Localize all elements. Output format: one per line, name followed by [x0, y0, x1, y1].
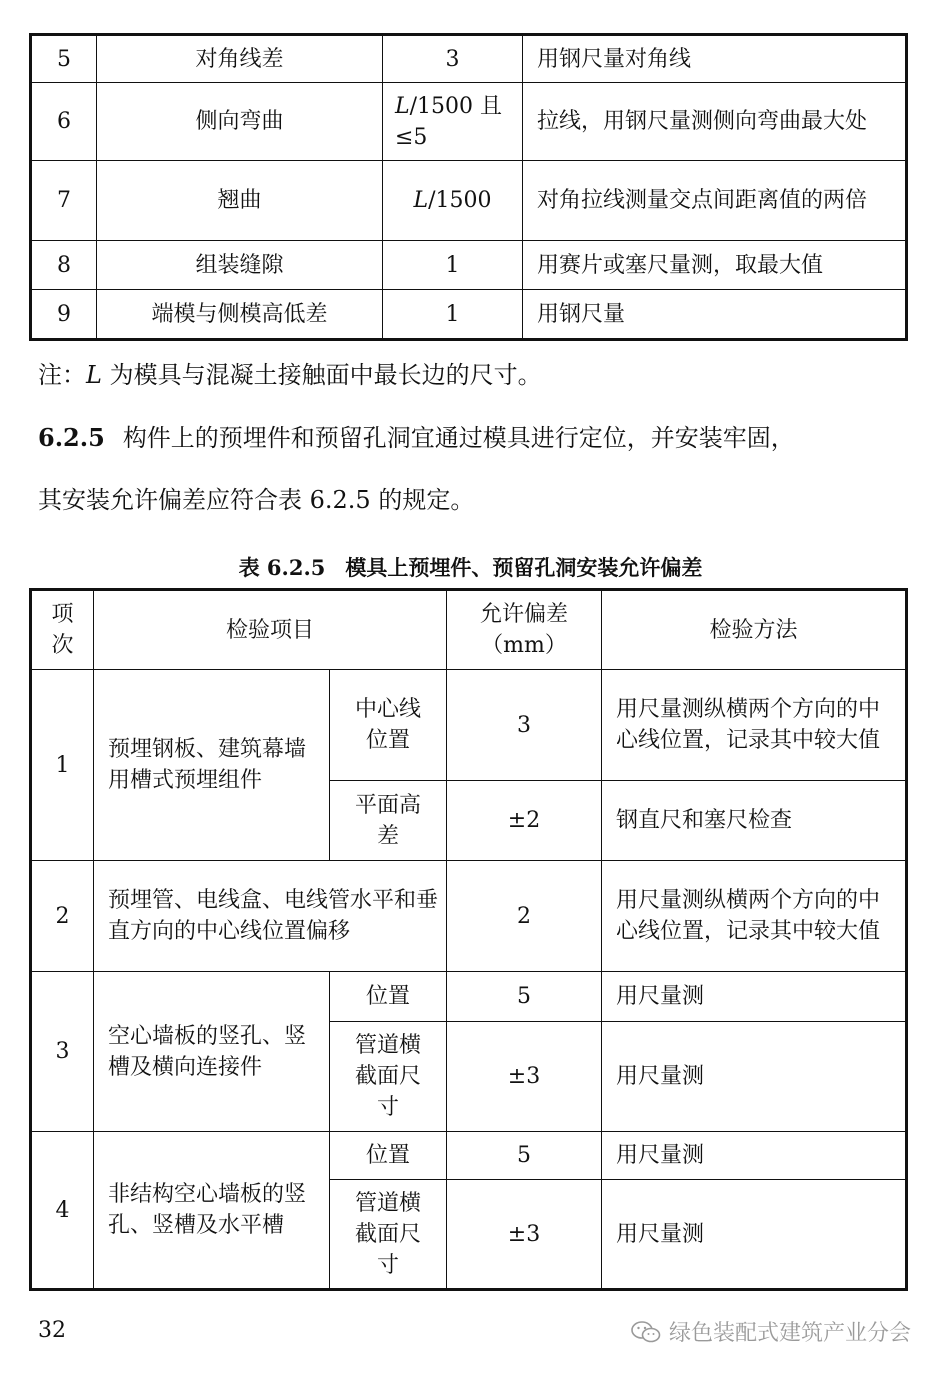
inspection-method: 拉线，用钢尺量测侧向弯曲最大处	[523, 83, 907, 161]
inspection-item: 空心墙板的竖孔、竖槽及横向连接件	[94, 972, 330, 1132]
table-row	[31, 861, 907, 972]
inspection-method: 用尺量测	[602, 1022, 907, 1132]
row-number: 1	[31, 670, 94, 861]
inspection-method: 对角拉线测量交点间距离值的两倍	[523, 161, 907, 241]
inspection-method: 用钢尺量	[523, 290, 907, 340]
inspection-item: 预埋管、电线盒、电线管水平和垂直方向的中心线位置偏移	[94, 861, 447, 972]
inspection-method: 用尺量测	[602, 1132, 907, 1180]
inspection-method: 用钢尺量对角线	[523, 35, 907, 83]
inspection-method: 用尺量测	[602, 1180, 907, 1290]
table-row	[31, 670, 907, 781]
row-number: 3	[31, 972, 94, 1132]
row-number: 5	[31, 35, 97, 83]
header-no: 项次	[31, 590, 94, 670]
tolerance-value: 5	[447, 972, 602, 1022]
clause-number: 6.2.5	[38, 423, 105, 452]
length-variable: L	[413, 188, 429, 213]
note-text: 为模具与混凝土接触面中最长边的尺寸。	[101, 361, 542, 389]
tolerance-value: ±3	[447, 1180, 602, 1290]
table-caption-number: 表 6.2.5	[238, 555, 326, 580]
header-method: 检验方法	[602, 590, 907, 670]
sub-item: 管道横截面尺寸	[330, 1022, 447, 1132]
tolerance-value: 2	[447, 861, 602, 972]
page-number: 32	[38, 1318, 66, 1343]
wechat-icon	[631, 1320, 661, 1344]
header-tolerance: 允许偏差（mm）	[447, 590, 602, 670]
clause-paragraph	[38, 418, 795, 453]
table-note	[38, 355, 542, 390]
inspection-item: 组装缝隙	[97, 241, 383, 290]
tolerance-table-continued	[29, 33, 908, 341]
tolerance-value	[383, 161, 523, 241]
inspection-method: 钢直尺和塞尺检查	[602, 781, 907, 861]
row-number: 9	[31, 290, 97, 340]
length-variable: L	[395, 93, 410, 119]
sub-item: 位置	[330, 972, 447, 1022]
sub-item: 管道横截面尺寸	[330, 1180, 447, 1290]
tolerance-text: /1500	[428, 188, 492, 213]
inspection-item: 侧向弯曲	[97, 83, 383, 161]
table-row	[31, 1132, 907, 1180]
tolerance-value: 1	[383, 290, 523, 340]
sub-item: 中心线位置	[330, 670, 447, 781]
sub-item: 平面高差	[330, 781, 447, 861]
row-number: 7	[31, 161, 97, 241]
sub-item: 位置	[330, 1132, 447, 1180]
tolerance-value: 3	[447, 670, 602, 781]
clause-text-line2: 其安装允许偏差应符合表 6.2.5 的规定。	[38, 486, 475, 514]
inspection-item: 非结构空心墙板的竖孔、竖槽及水平槽	[94, 1132, 330, 1290]
inspection-item: 翘曲	[97, 161, 383, 241]
tolerance-value: 5	[447, 1132, 602, 1180]
row-number: 6	[31, 83, 97, 161]
table-caption	[0, 552, 941, 582]
watermark-text: 绿色装配式建筑产业分会	[668, 1321, 911, 1346]
table-row	[31, 35, 907, 83]
table-row	[31, 161, 907, 241]
row-number: 8	[31, 241, 97, 290]
tolerance-text: /1500 且≤5	[395, 93, 503, 150]
watermark	[631, 1316, 911, 1347]
table-row	[31, 290, 907, 340]
table-header-row	[31, 590, 907, 670]
table-row	[31, 241, 907, 290]
embedded-parts-tolerance-table	[29, 588, 908, 1291]
tolerance-value	[383, 83, 523, 161]
table-row	[31, 83, 907, 161]
row-number: 2	[31, 861, 94, 972]
tolerance-value: ±3	[447, 1022, 602, 1132]
inspection-item: 对角线差	[97, 35, 383, 83]
inspection-item: 端模与侧模高低差	[97, 290, 383, 340]
tolerance-value: 3	[383, 35, 523, 83]
table-row	[31, 972, 907, 1022]
inspection-method: 用尺量测纵横两个方向的中心线位置，记录其中较大值	[602, 670, 907, 781]
note-prefix: 注：	[38, 361, 86, 389]
row-number: 4	[31, 1132, 94, 1290]
inspection-method: 用尺量测	[602, 972, 907, 1022]
note-variable: L	[86, 361, 102, 389]
clause-text-line1: 构件上的预埋件和预留孔洞宜通过模具进行定位，并安装牢固，	[122, 424, 795, 452]
header-item: 检验项目	[94, 590, 447, 670]
inspection-method: 用尺量测纵横两个方向的中心线位置，记录其中较大值	[602, 861, 907, 972]
tolerance-value: 1	[383, 241, 523, 290]
inspection-item: 预埋钢板、建筑幕墙用槽式预埋组件	[94, 670, 330, 861]
tolerance-value: ±2	[447, 781, 602, 861]
table-caption-title: 模具上预埋件、预留孔洞安装允许偏差	[345, 555, 703, 580]
inspection-method: 用赛片或塞尺量测，取最大值	[523, 241, 907, 290]
